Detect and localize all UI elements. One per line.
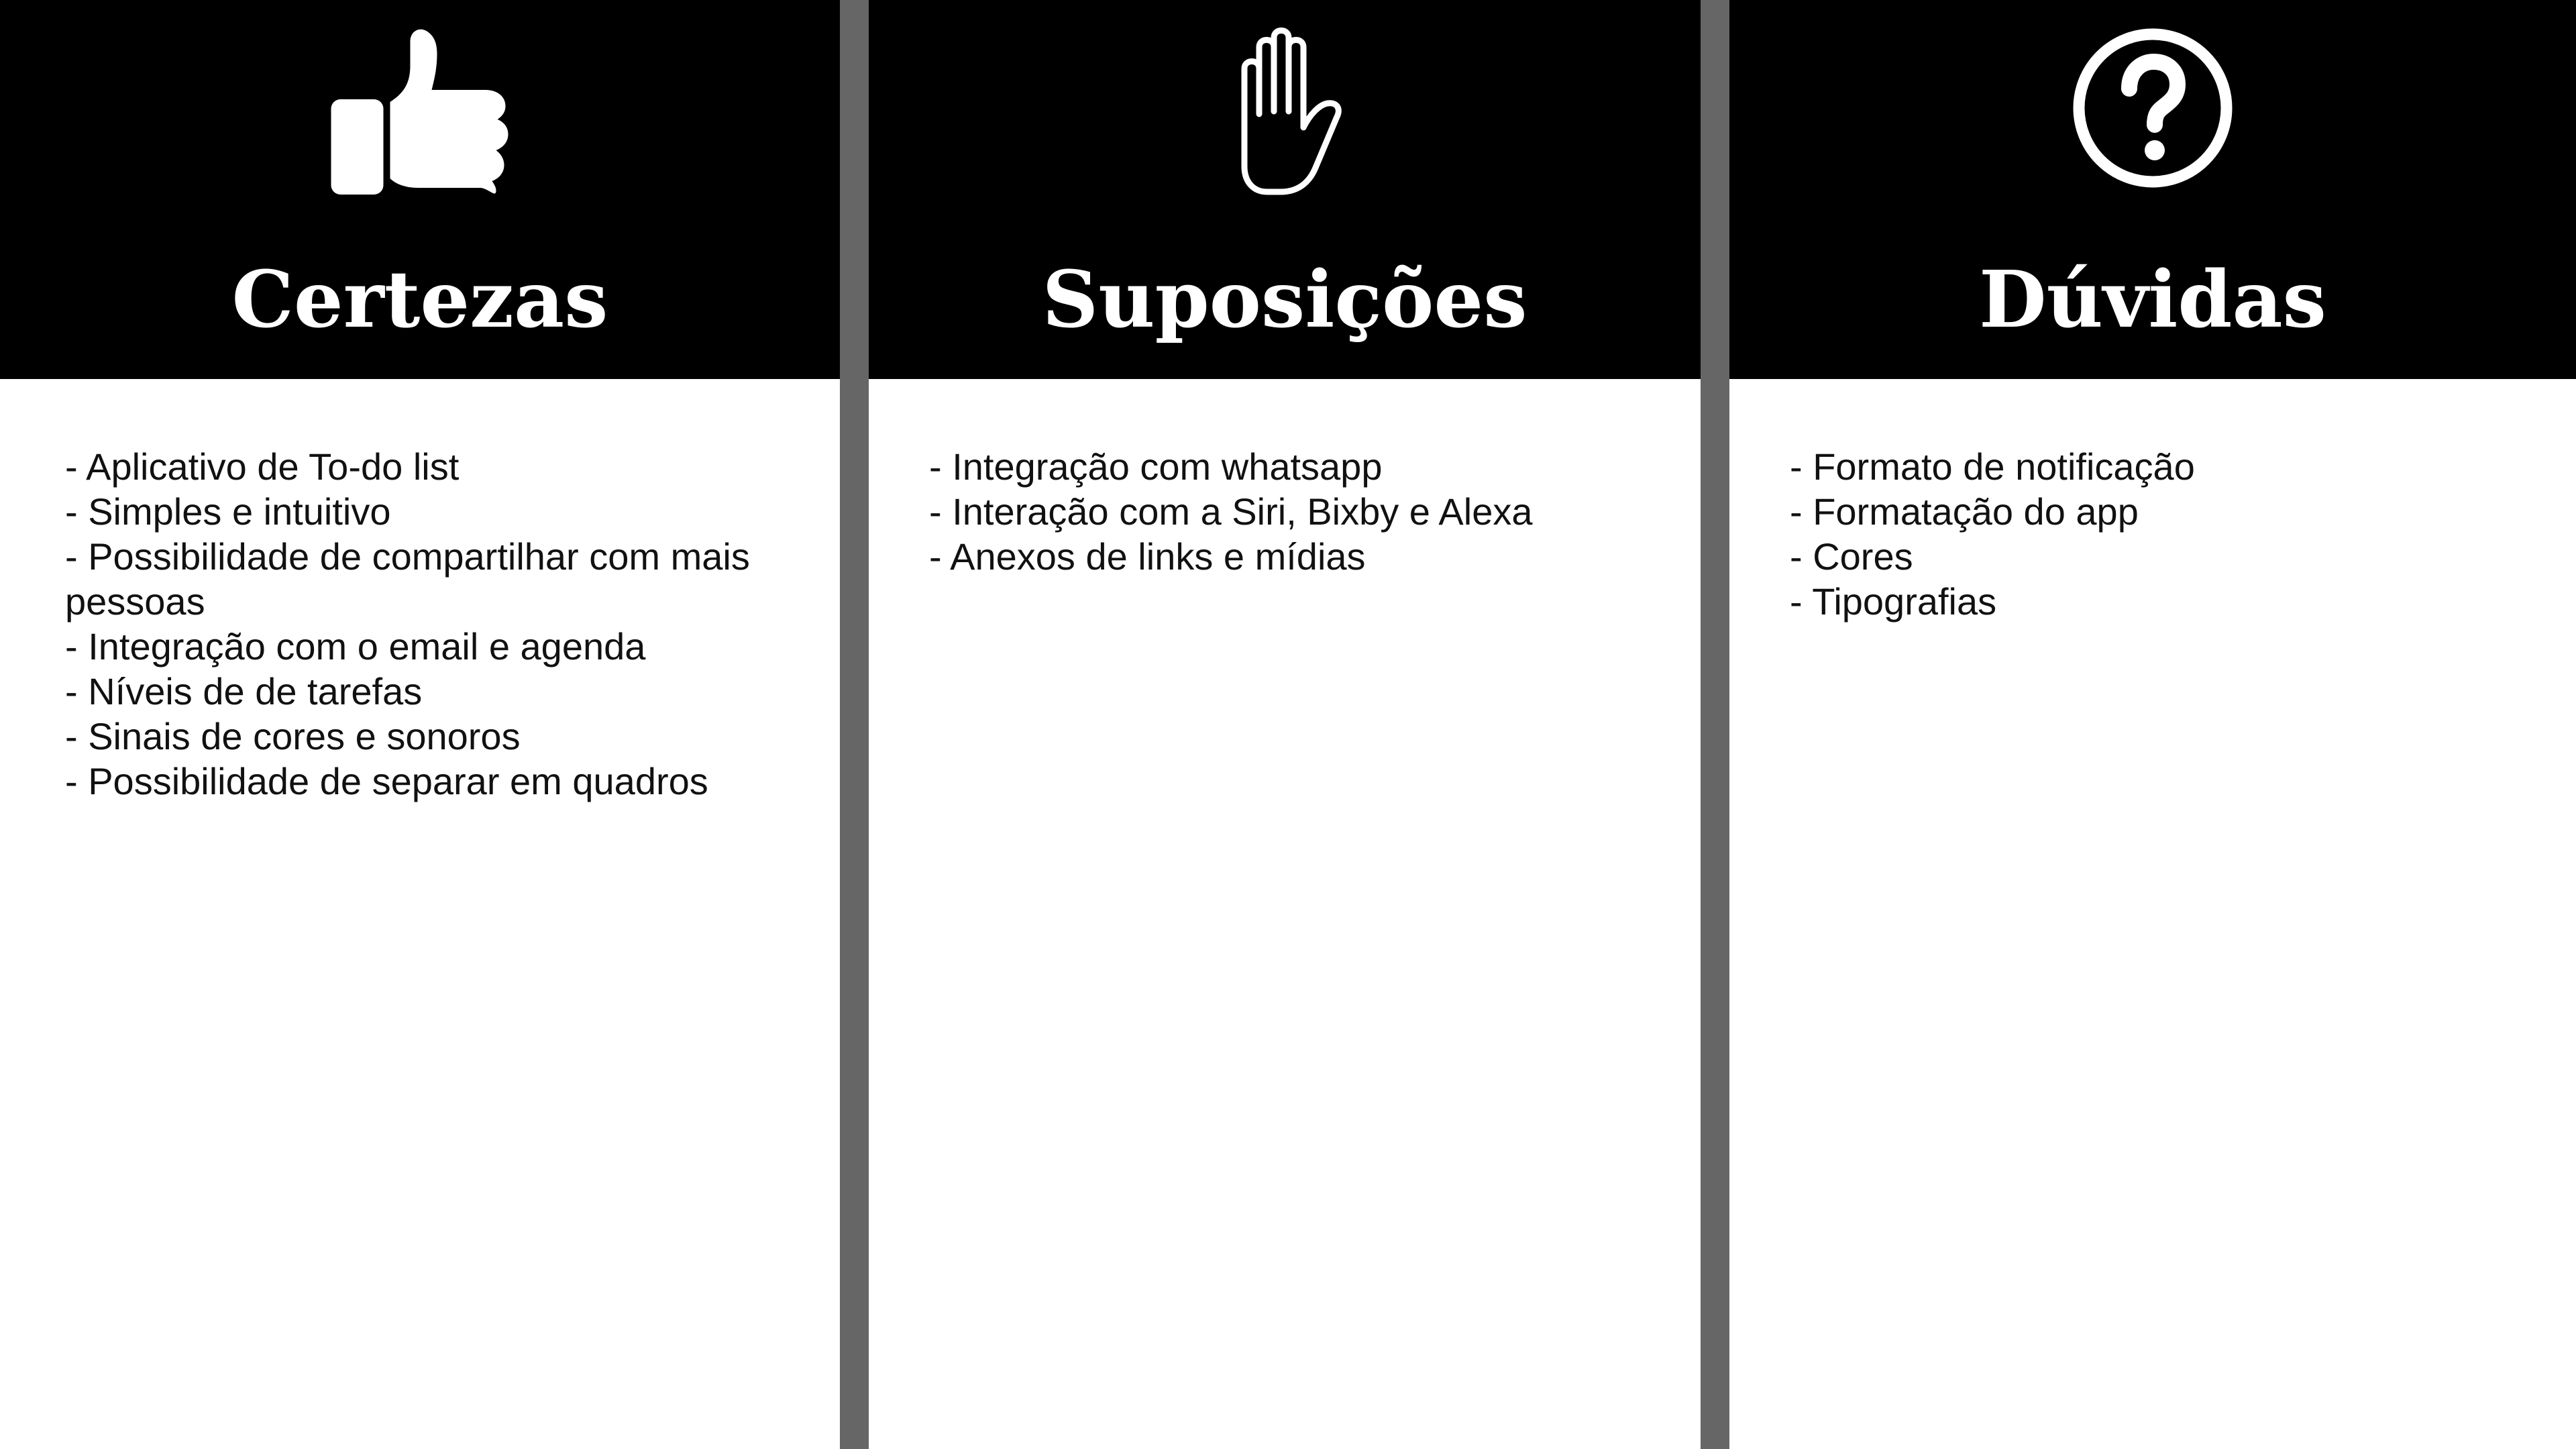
list-item: - Integração com o email e agenda (65, 625, 646, 667)
column-header (1729, 0, 2576, 379)
column-divider (1701, 0, 1729, 1449)
item-list (1790, 444, 2549, 624)
column-title: Dúvidas (1979, 254, 2326, 345)
column-divider (840, 0, 869, 1449)
list-item: - Integração com whatsapp (929, 445, 1383, 488)
column-title: Suposições (1042, 254, 1527, 345)
list-item: - Cores (1790, 535, 1913, 578)
thumbs-up-icon (331, 27, 509, 195)
list-item: - Formatação do app (1790, 490, 2139, 533)
list-item: - Simples e intuitivo (65, 490, 391, 533)
list-item: - Aplicativo de To-do list (65, 445, 460, 488)
list-item: - Interação com a Siri, Bixby e Alexa (929, 490, 1533, 533)
raised-hand-icon (1218, 27, 1352, 196)
list-item: - Níveis de de tarefas (65, 670, 423, 712)
item-list (929, 444, 1674, 579)
list-item: - Possibilidade de separar em quadros (65, 760, 708, 802)
list-item: - Anexos de links e mídias (929, 535, 1366, 578)
list-item: - Sinais de cores e sonoros (65, 715, 521, 757)
column-suposicoes (869, 0, 1701, 1449)
column-title: Certezas (231, 254, 608, 345)
item-list (65, 444, 813, 804)
column-header (0, 0, 840, 379)
list-item: - Possibilidade de compartilhar com mais pessoas (65, 535, 750, 623)
column-duvidas (1729, 0, 2576, 1449)
column-certezas (0, 0, 840, 1449)
list-item: - Tipografias (1790, 580, 1997, 623)
column-header (869, 0, 1701, 379)
list-item: - Formato de notificação (1790, 445, 2195, 488)
question-circle-icon (2072, 27, 2234, 189)
